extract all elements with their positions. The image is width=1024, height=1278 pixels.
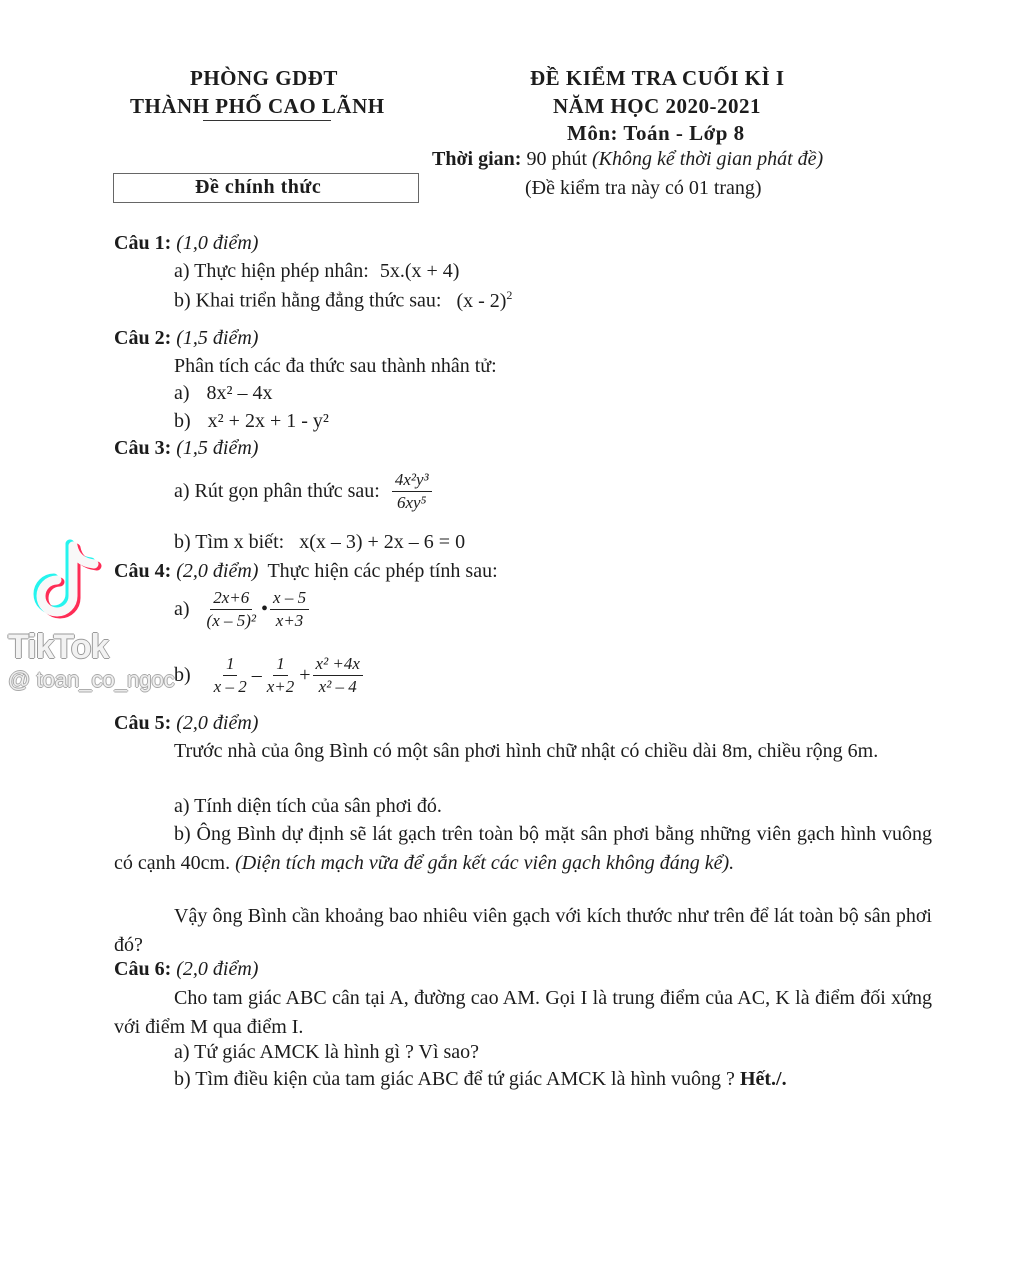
q4-b-num3: x² +4x [313,654,363,676]
q4-a [174,588,309,631]
q5-a: a) Tính diện tích của sân phơi đó. [174,795,442,817]
subject: Môn: Toán - Lớp 8 [567,121,745,145]
q4-b-operator-2: + [299,664,311,686]
q4-b-fraction-2 [264,654,298,697]
q5-b [114,820,932,878]
q4-b-num1: 1 [223,654,238,676]
q1-b [174,288,512,313]
q4-a-fraction-1 [204,588,259,631]
q4-b-den1: x – 2 [213,677,247,696]
header-underline [203,120,331,121]
q3-a-numerator: 4x²y³ [392,470,432,492]
q4-a-fraction-2 [270,588,309,631]
q3-a-fraction [392,470,432,513]
q4-b-den2: x+2 [266,677,295,696]
q1-a [174,260,459,283]
q5-title: Câu 5: [114,712,172,734]
end-mark: Hết./. [739,1068,787,1090]
q5-points: (2,0 điểm) [176,712,259,734]
q4-b-fraction-3 [313,654,363,697]
q2-b-label: b) [174,410,191,432]
q2-b [174,410,329,433]
exam-title: ĐỀ KIỂM TRA CUỐI KÌ I [530,66,785,90]
q6-title: Câu 6: [114,958,172,980]
q5-b-note: (Diện tích mạch vữa để gắn kết các viên gạch không đáng kể). [235,852,735,874]
q6-a: a) Tứ giác AMCK là hình gì ? Vì sao? [174,1041,480,1063]
q2-title: Câu 2: [114,327,172,349]
city-name: THÀNH PHỐ CAO LÃNH [130,94,385,118]
q4-b-operator-1: – [251,664,262,686]
q4-b-label: b) [174,664,191,686]
q2-intro: Phân tích các đa thức sau thành nhân tử: [174,355,497,377]
q4-a-num2: x – 5 [270,588,309,610]
q3-points: (1,5 điểm) [176,437,259,459]
q6-points: (2,0 điểm) [176,958,259,980]
q4-intro: Thực hiện các phép tính sau: [267,560,498,582]
q5-heading [114,712,258,735]
q4-a-den1: (x – 5)² [206,611,257,630]
q4-heading [114,560,498,583]
q4-a-label: a) [174,598,190,620]
q1-b-expr: (x - 2) [456,289,507,312]
q1-a-text: a) Thực hiện phép nhân: [174,260,369,282]
q3-b-expr: x(x – 3) + 2x – 6 = 0 [299,531,466,553]
tiktok-username: @ toan_co_ngoc [8,667,175,692]
q4-b-num2: 1 [273,654,288,676]
tiktok-brand: TikTok [8,628,109,666]
q2-heading [114,327,258,350]
time-label: Thời gian: [432,148,522,170]
q3-a [174,470,432,513]
q4-a-operator: • [261,598,269,620]
q4-title: Câu 4: [114,560,172,582]
time-value: 90 phút [526,148,587,170]
time-note: (Không kể thời gian phát đề) [592,148,824,170]
q5-b-text: b) Ông Bình dự định sẽ lát gạch trên toàn bộ mặt sân phơi bằng những viên gạch hình vuông có cạnh 40cm. [114,823,932,874]
tiktok-logo-icon [28,538,108,626]
q1-title: Câu 1: [114,232,172,254]
q1-heading [114,232,258,255]
official-label: Đề chính thức [195,176,322,198]
q2-b-expr: x² + 2x + 1 - y² [207,410,329,432]
q2-points: (1,5 điểm) [176,327,259,349]
q3-heading [114,437,258,460]
q4-a-den2: x+3 [275,611,304,630]
q4-b [174,654,363,697]
q6-b-text: b) Tìm điều kiện của tam giác ABC để tứ giác AMCK là hình vuông ? [174,1068,735,1090]
q1-a-expr: 5x.(x + 4) [379,260,460,282]
q2-a-expr: 8x² – 4x [206,382,273,404]
time-line [432,148,823,171]
q2-a-label: a) [174,382,190,404]
q4-points: (2,0 điểm) [176,560,259,582]
q3-title: Câu 3: [114,437,172,459]
q3-a-text: a) Rút gọn phân thức sau: [174,480,380,502]
pages-note: (Đề kiểm tra này có 01 trang) [525,177,762,199]
q1-b-text: b) Khai triển hằng đẳng thức sau: [174,289,442,312]
q6-b [174,1068,787,1091]
q3-b [174,531,465,554]
q5-question: Vậy ông Bình cần khoảng bao nhiêu viên gạch với kích thước như trên để lát toàn bộ sân phơi đó? [114,905,932,956]
q3-a-denominator: 6xy⁵ [396,493,427,512]
q4-b-den3: x² – 4 [318,677,357,696]
q4-b-fraction-1 [211,654,250,697]
department-name: PHÒNG GDĐT [190,66,338,90]
q2-a [174,382,273,405]
q1-points: (1,0 điểm) [176,232,259,254]
q3-b-text: b) Tìm x biết: [174,531,285,553]
school-year: NĂM HỌC 2020-2021 [553,94,761,118]
q5-paragraph: Trước nhà của ông Bình có một sân phơi hình chữ nhật có chiều dài 8m, chiều rộng 6m. [174,740,879,762]
q4-a-num1: 2x+6 [210,588,252,610]
q6-paragraph: Cho tam giác ABC cân tại A, đường cao AM. Gọi I là trung điểm của AC, K là điểm đối xứng với điểm M qua điểm I. [114,987,932,1038]
q6-heading [114,958,258,981]
q1-b-exponent: 2 [506,288,513,302]
